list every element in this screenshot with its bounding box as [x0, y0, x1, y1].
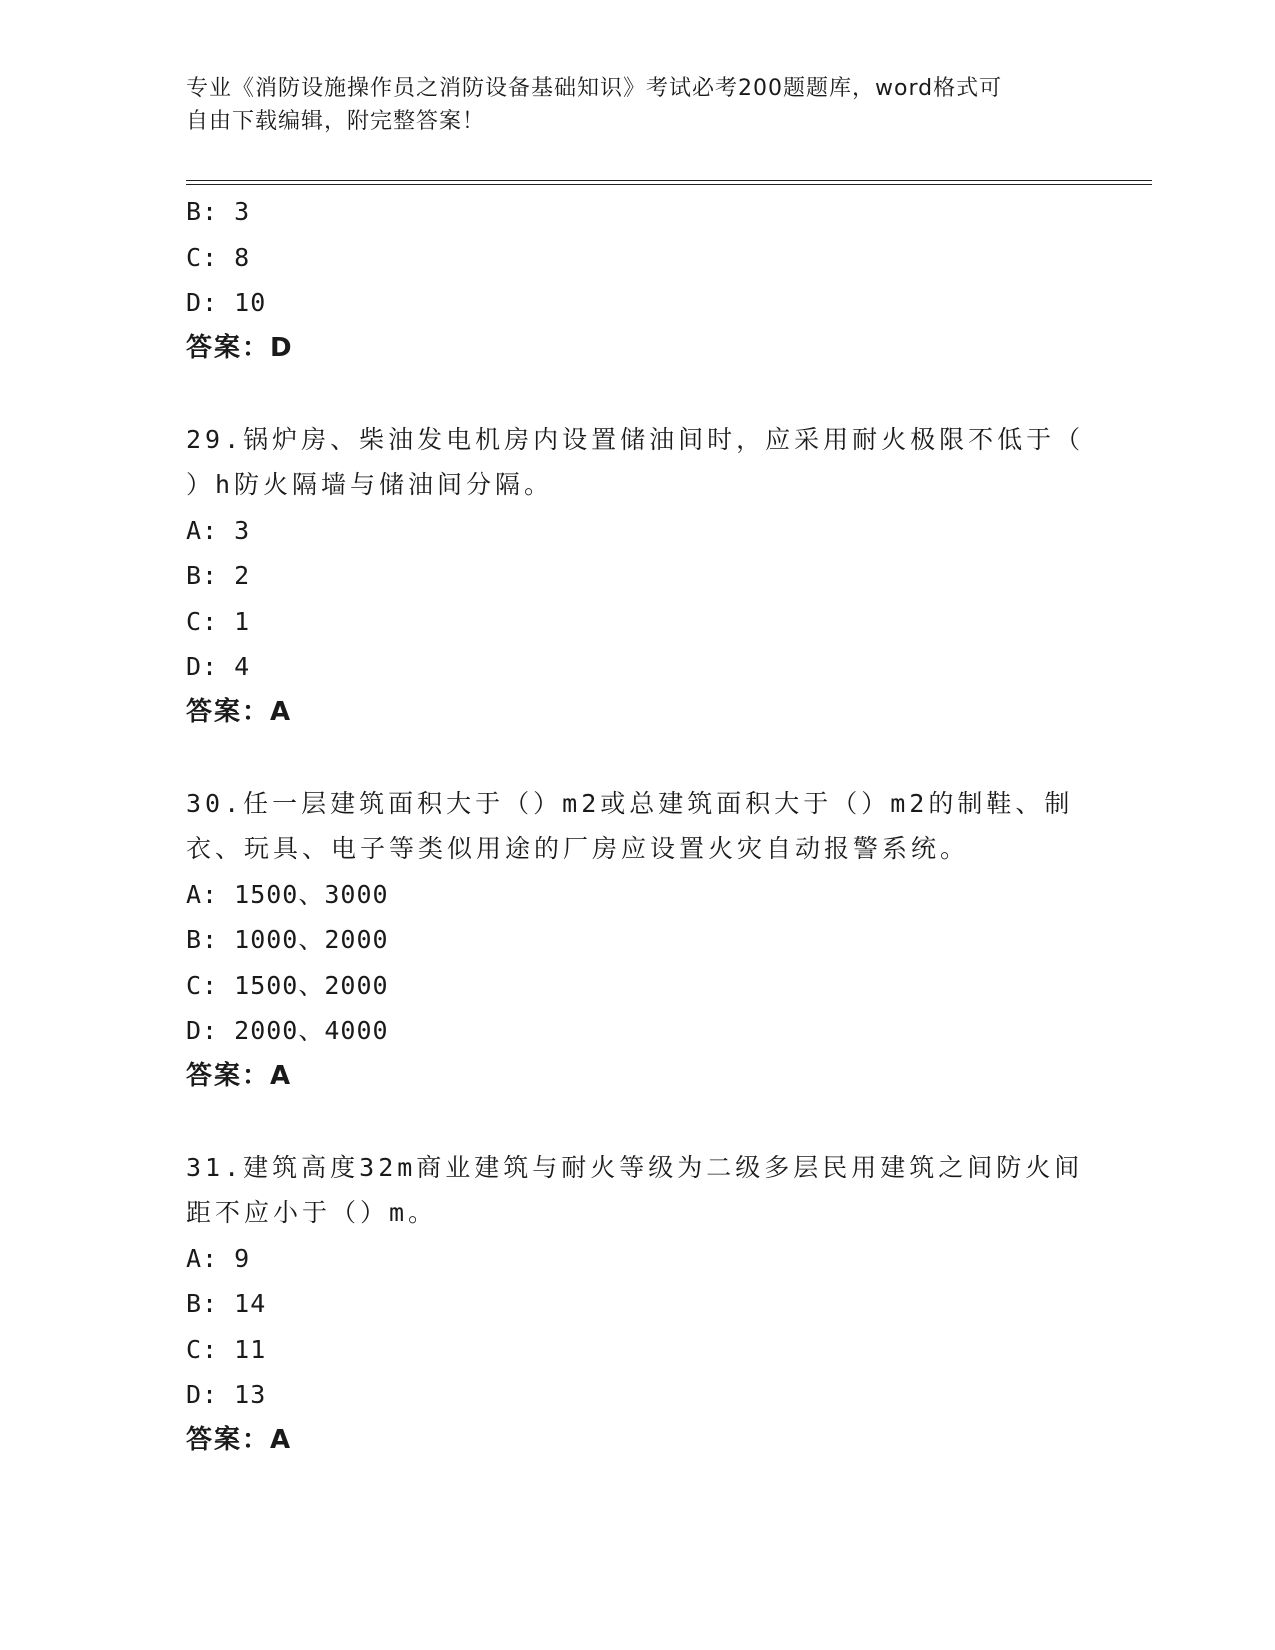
question-29	[186, 417, 1086, 736]
option-d: D: 4	[186, 652, 251, 681]
question-stem-line-2: ）h防火隔墙与储油间分隔。	[186, 470, 554, 499]
question-stem-line-2: 衣、玩具、电子等类似用途的厂房应设置火灾自动报警系统。	[186, 834, 970, 863]
question-31	[186, 1145, 1086, 1464]
header-title-line-2: 自由下载编辑，附完整答案！	[186, 109, 486, 134]
option-d: D: 10	[186, 288, 267, 317]
question-stem	[186, 781, 1086, 872]
option-a: A: 9	[186, 1243, 251, 1273]
question-30	[186, 781, 1086, 1100]
document-body	[186, 189, 1086, 1463]
option-b: B: 1000、2000	[186, 925, 389, 954]
option-d: D: 13	[186, 1380, 267, 1409]
document-header	[186, 72, 1086, 138]
option-a: A: 3	[186, 515, 251, 545]
option-b: B: 2	[186, 561, 251, 590]
answer-line: 答案：A	[186, 696, 293, 727]
answer-line: 答案：A	[186, 1060, 293, 1091]
option-d: D: 2000、4000	[186, 1016, 389, 1045]
option-c: C: 8	[186, 242, 251, 272]
option-a: A: 1500、3000	[186, 879, 389, 909]
header-title-line-1: 专业《消防设施操作员之消防设备基础知识》考试必考200题题库，word格式可	[186, 76, 1003, 101]
header-divider-top	[186, 180, 1152, 181]
option-c: C: 1	[186, 606, 251, 636]
question-stem-line-1: 31.建筑高度32m商业建筑与耐火等级为二级多层民用建筑之间防火间	[186, 1152, 1084, 1182]
option-c: C: 1500、2000	[186, 970, 389, 1000]
question-stem-line-1: 30.任一层建筑面积大于（）m2或总建筑面积大于（）m2的制鞋、制	[186, 788, 1074, 818]
question-stem	[186, 417, 1086, 508]
answer-line: 答案：A	[186, 1424, 293, 1455]
question-stem-line-2: 距不应小于（）m。	[186, 1198, 438, 1227]
option-b: B: 3	[186, 197, 251, 226]
option-c: C: 11	[186, 1334, 267, 1364]
question-stem-line-1: 29.锅炉房、柴油发电机房内设置储油间时，应采用耐火极限不低于（	[186, 424, 1085, 454]
answer-line: 答案：D	[186, 332, 294, 363]
continued-question	[186, 189, 1086, 371]
question-stem	[186, 1145, 1086, 1236]
option-b: B: 14	[186, 1289, 267, 1318]
header-divider-bottom	[186, 184, 1152, 185]
